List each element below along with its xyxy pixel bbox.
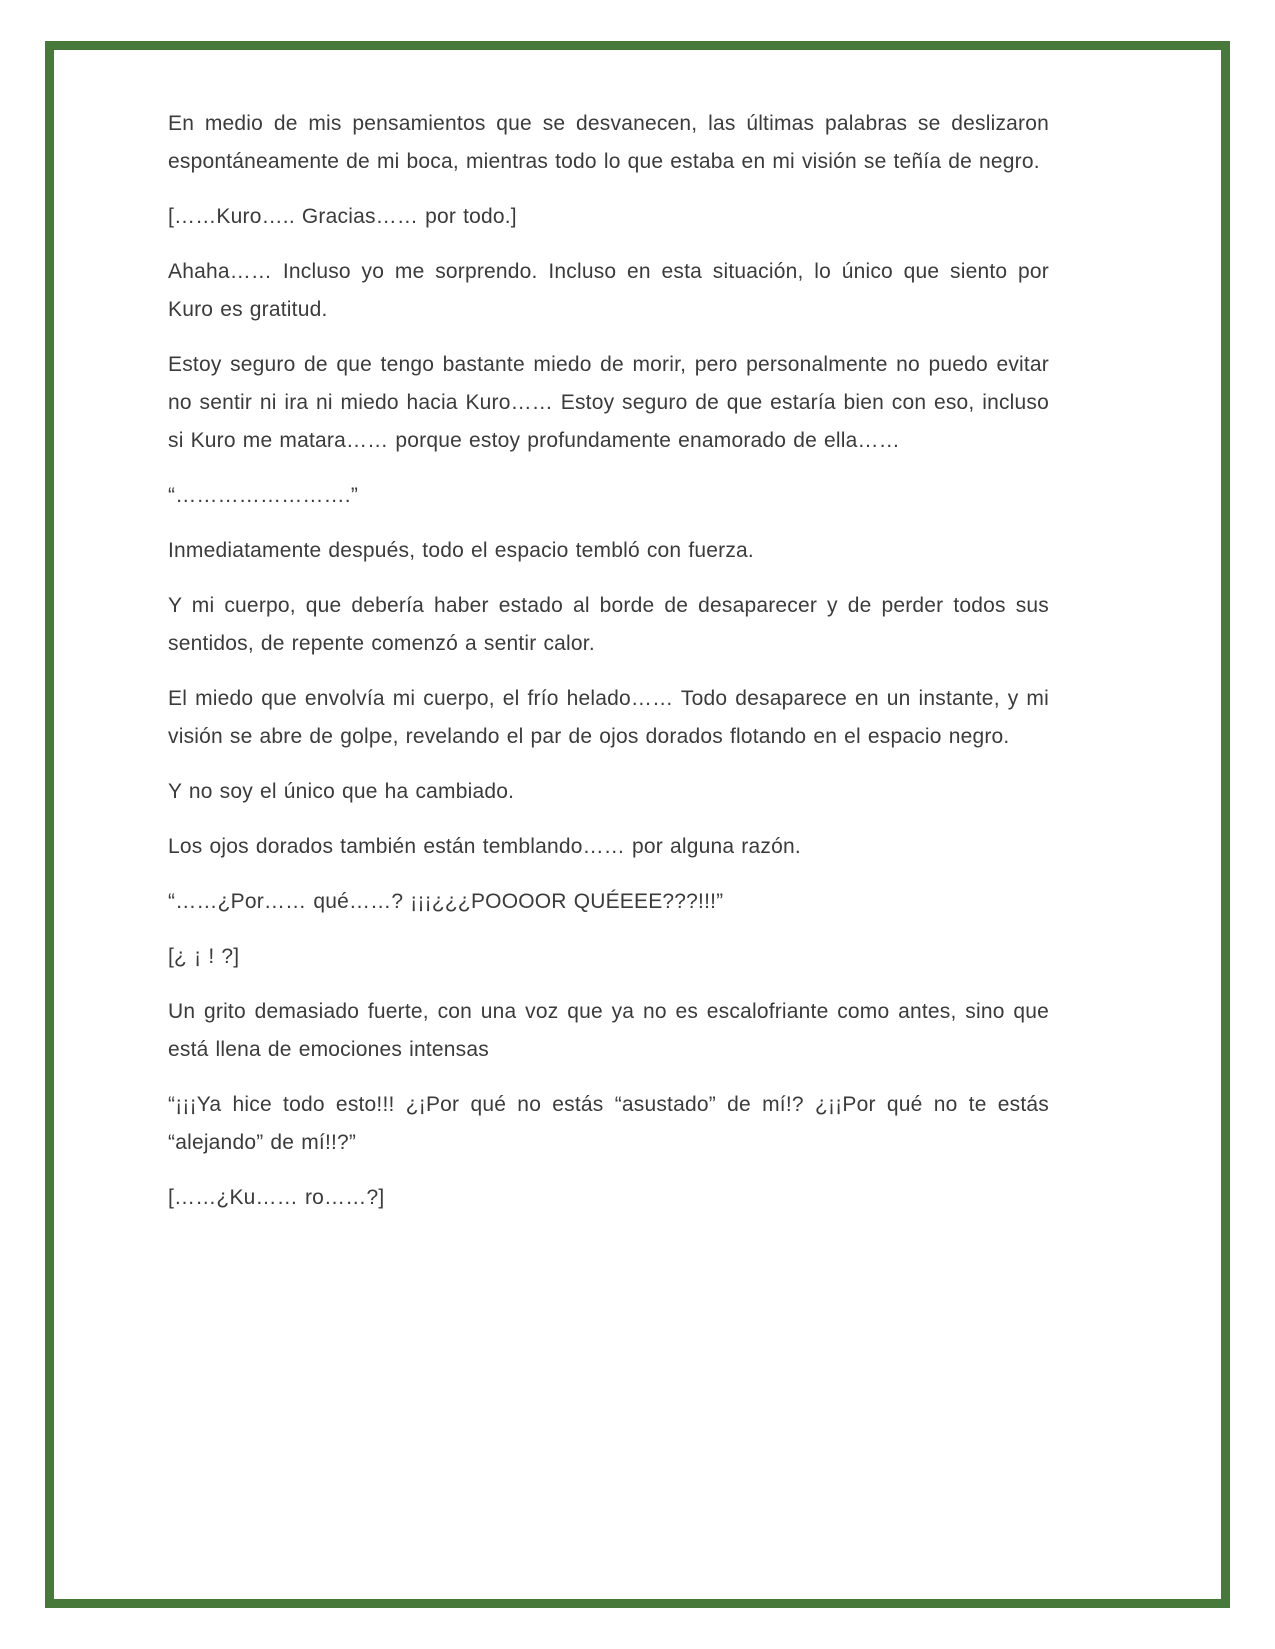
paragraph: Un grito demasiado fuerte, con una voz que ya no es escalofriante como antes, sino que está llena de emociones intensas	[168, 1000, 1049, 1061]
paragraph: El miedo que envolvía mi cuerpo, el frío helado…… Todo desaparece en un instante, y mi visión se abre de golpe, revelando el par de ojos dorados flotando en el espacio negro.	[168, 687, 1049, 748]
paragraph: “…………………….”	[168, 484, 359, 507]
paragraph: Estoy seguro de que tengo bastante miedo de morir, pero personalmente no puedo evitar no sentir ni ira ni miedo hacia Kuro…… Estoy seguro de que estaría bien con eso, incluso si Kuro me matara…… porque estoy profundamente enamorado de ella……	[168, 353, 1049, 452]
paragraph: [……Kuro….. Gracias…… por todo.]	[168, 205, 517, 228]
paragraph: “¡¡¡Ya hice todo esto!!! ¿¡Por qué no estás “asustado” de mí!? ¿¡¡Por qué no te estás “alejando” de mí!!?”	[168, 1093, 1049, 1154]
paragraph: Los ojos dorados también están temblando…… por alguna razón.	[168, 835, 801, 858]
paragraph: [¿ ¡ ! ?]	[168, 945, 240, 968]
paragraph: Y mi cuerpo, que debería haber estado al borde de desaparecer y de perder todos sus sentidos, de repente comenzó a sentir calor.	[168, 594, 1049, 655]
document-body	[168, 105, 1049, 1234]
paragraph: “……¿Por…… qué……? ¡¡¡¿¿¿POOOOR QUÉEEE???!!!”	[168, 890, 724, 913]
paragraph: En medio de mis pensamientos que se desvanecen, las últimas palabras se deslizaron espontáneamente de mi boca, mientras todo lo que estaba en mi visión se teñía de negro.	[168, 112, 1049, 173]
paragraph: Ahaha…… Incluso yo me sorprendo. Incluso en esta situación, lo único que siento por Kuro es gratitud.	[168, 260, 1049, 321]
paragraph: Inmediatamente después, todo el espacio tembló con fuerza.	[168, 539, 754, 562]
paragraph: [……¿Ku…… ro……?]	[168, 1186, 385, 1209]
paragraph: Y no soy el único que ha cambiado.	[168, 780, 515, 803]
